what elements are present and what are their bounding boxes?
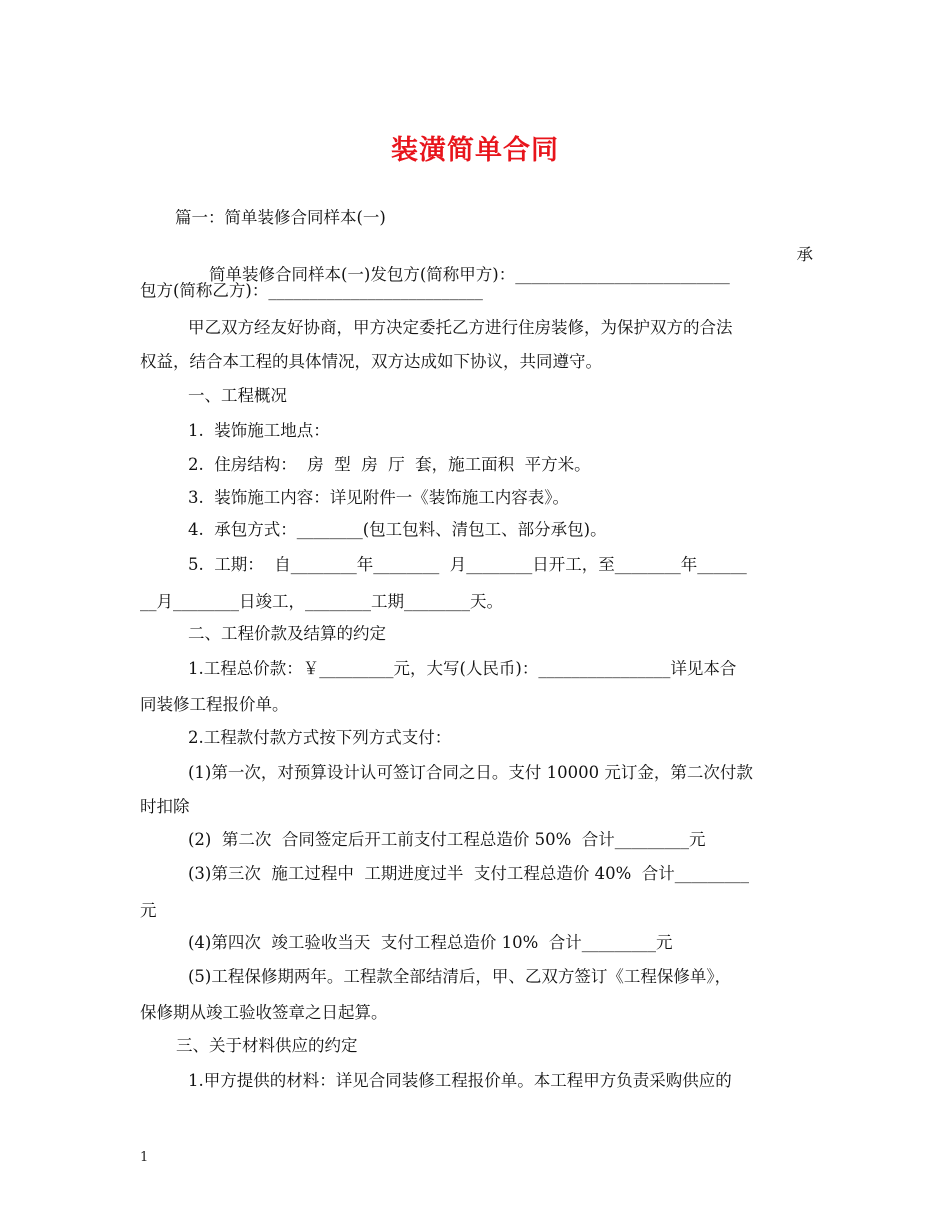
section-heading-3: 三、关于材料供应的约定 [176, 1036, 358, 1055]
document-title: 装潢简单合同 [391, 135, 559, 166]
payment-1-line-2: 时扣除 [140, 797, 190, 816]
section-heading-1: 一、工程概况 [188, 386, 287, 405]
chapter-heading: 篇一：简单装修合同样本(一) [175, 208, 386, 227]
item-1-5-line-2: __月________日竣工，________工期________天。 [140, 592, 503, 611]
item-1-3: 3. 装饰施工内容：详见附件一《装饰施工内容表》。 [188, 488, 569, 507]
party-a-tail: 承 [796, 245, 813, 264]
intro-line-1: 甲乙双方经友好协商，甲方决定委托乙方进行住房装修，为保护双方的合法 [188, 318, 733, 337]
payment-3-line-1: (3)第三次 施工过程中 工期进度过半 支付工程总造价 40% 合计_________ [188, 864, 749, 883]
item-1-1: 1. 装饰施工地点： [188, 421, 330, 440]
item-1-5-line-1: 5. 工期： 自________年________ 月________日开工，至________年______ [188, 555, 747, 574]
item-3-1: 1.甲方提供的材料：详见合同装修工程报价单。本工程甲方负责采购供应的 [188, 1071, 732, 1090]
item-2-1-line-2: 同装修工程报价单。 [140, 695, 289, 714]
item-1-4: 4. 承包方式：________(包工包料、清包工、部分承包)。 [188, 520, 607, 539]
item-2-2: 2.工程款付款方式按下列方式支付： [188, 728, 452, 747]
payment-5-line-1: (5)工程保修期两年。工程款全部结清后，甲、乙双方签订《工程保修单》， [188, 967, 732, 986]
payment-3-line-2: 元 [140, 901, 157, 920]
intro-line-2: 权益，结合本工程的具体情况，双方达成如下协议，共同遵守。 [140, 352, 602, 371]
item-2-1-line-1: 1.工程总价款：￥_________元，大写(人民币)：________________详见本合 [188, 659, 737, 678]
page-number: 1 [140, 1150, 149, 1165]
party-b-line: 包方(简称乙方)：__________________________ [140, 281, 483, 300]
payment-1-line-1: (1)第一次，对预算设计认可签订合同之日。支付 10000 元订金，第二次付款 [188, 763, 753, 782]
item-1-2: 2. 住房结构： 房 型 房 厅 套，施工面积 平方米。 [188, 455, 591, 474]
party-a-text: 简单装修合同样本(一)发包方(简称甲方)：__________________________ [208, 265, 730, 284]
section-heading-2: 二、工程价款及结算的约定 [188, 624, 386, 643]
payment-5-line-2: 保修期从竣工验收签章之日起算。 [140, 1003, 388, 1022]
payment-2: (2) 第二次 合同签定后开工前支付工程总造价 50% 合计_________元 [188, 830, 706, 849]
payment-4: (4)第四次 竣工验收当天 支付工程总造价 10% 合计_________元 [188, 933, 673, 952]
